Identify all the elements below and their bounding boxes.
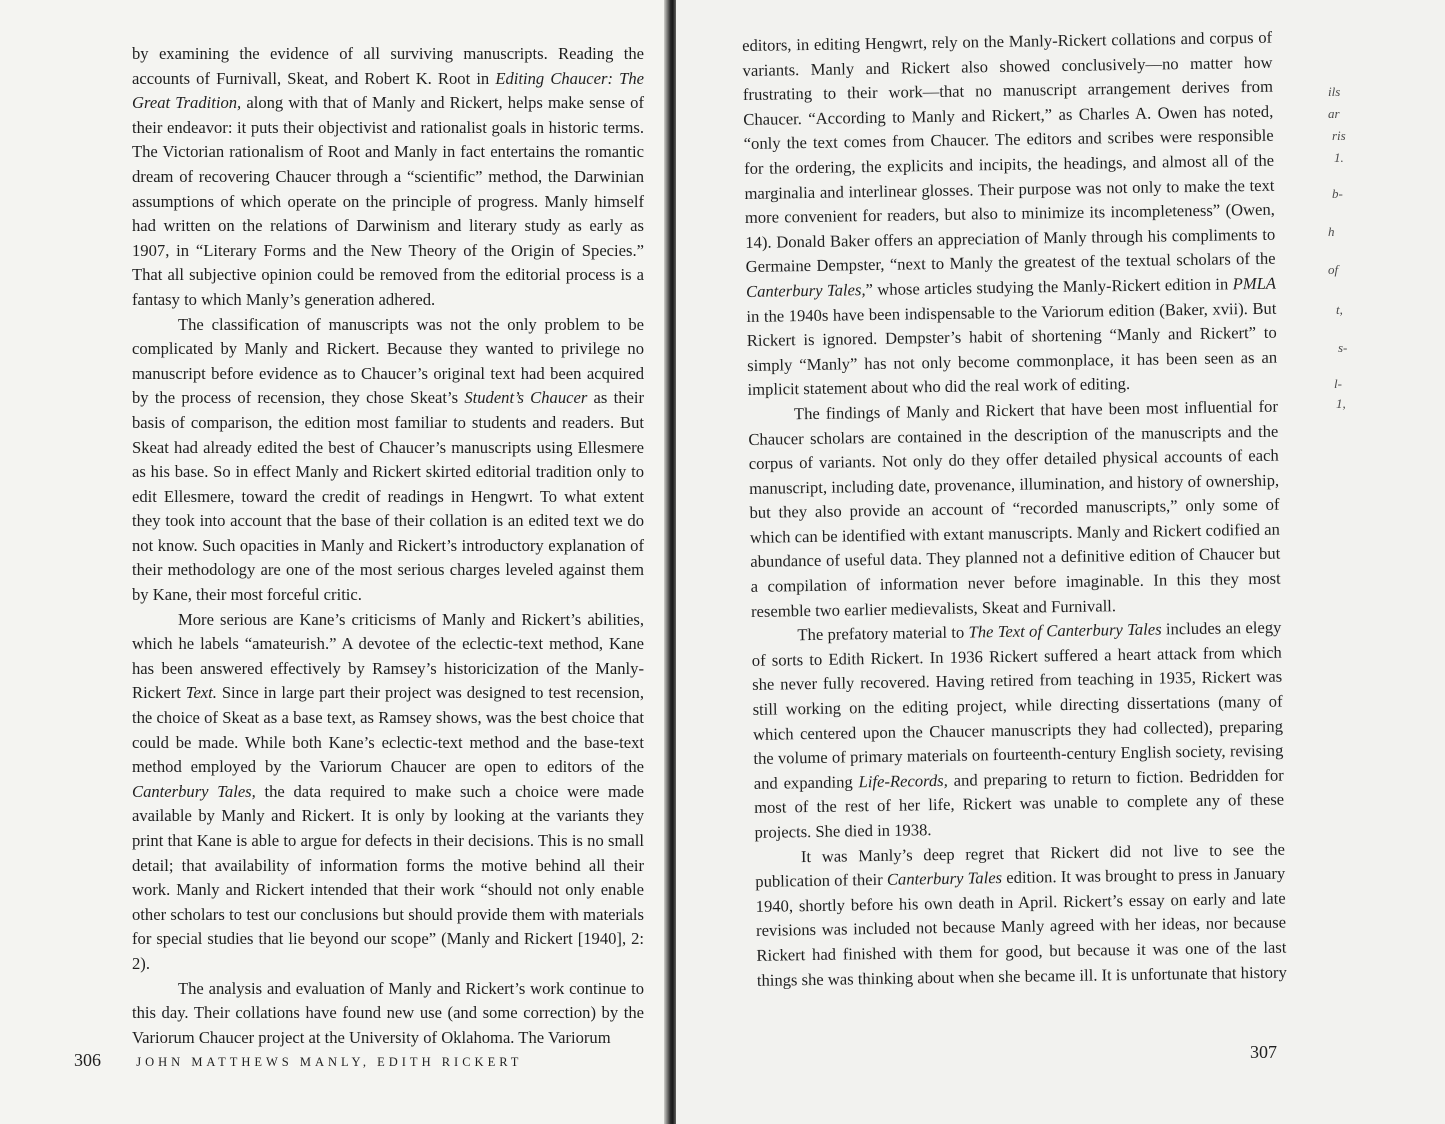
text-run: in the 1940s have been indispensable to the Variorum edition (Baker, xvii). But Rickert is ignored. Dempster’s habit of shortening “Manly and Rickert” to simply “Manly” has not only become commonplace, it has been seen as an implicit statement about who did the real work of editing. <box>746 298 1278 400</box>
page-number-left: 306 <box>74 1050 101 1070</box>
text-run: includes an elegy of sorts to Edith Rickert. In 1936 Rickert suffered a heart attack from which she never fully recovered. Having retired from teaching in 1935, Rickert was still working on the editing project, while directing dissertations (many of which centered upon the Chaucer manuscripts they had collected), preparing the volume of primary materials on fourteenth-century English society, revising and expanding <box>751 617 1284 793</box>
text-run: More serious are Kane’s criticisms of Manly and Rickert’s abilities, which he labels “amateurish.” A devotee of the eclectic-text method, Kane has been answered effectively by Ramsey’s historicization of the Manly-Rickert <box>132 609 644 703</box>
left-page-body <box>132 42 644 1050</box>
bleed-fragment: h <box>1328 224 1335 239</box>
left-page-paragraph <box>132 42 644 313</box>
right-page-paragraph <box>748 395 1281 625</box>
text-run: along with that of Manly and Rickert, helps make sense of their endeavor: it puts their objectivist and rationalist goals in historic terms. The Victorian rationalism of Root and Manly in fact entertains the romantic dream of recovering Chaucer through a “scientific” method, the Darwinian assumptions of which operate on the principle of progress. Manly himself had written on the relations of Darwinism and literary study as early as 1907, in “Literary Forms and the New Theory of the Origin of Species.” That all subjective opinion could be removed from the editorial process is a fantasy to which Manly’s generation adhered. <box>132 93 644 309</box>
italic-title: The Text of Canterbury Tales <box>968 619 1162 642</box>
text-run: It was Manly’s deep regret that Rickert did not live to see the publication of their <box>755 839 1286 892</box>
text-run: by examining the evidence of all surviving manuscripts. Reading the accounts of Furnivall, Skeat, and Robert K. Root in <box>132 44 644 88</box>
bleed-fragment: 1. <box>1334 150 1344 165</box>
left-page-paragraph <box>132 313 644 608</box>
right-page <box>676 0 1445 1124</box>
right-page-paragraph <box>751 616 1284 846</box>
text-run: Since in large part their project was designed to test recension, the choice of Skeat as a base text, as Ramsey shows, was the best choice that could be made. While both Kane’s eclectic-text method and the base-text method employed by the Variorum Chaucer are open to editors of the <box>132 683 644 777</box>
italic-title: PMLA <box>1232 273 1277 294</box>
page-number-right: 307 <box>1250 1042 1277 1062</box>
italic-title: Canterbury Tales <box>886 868 1003 890</box>
bleed-fragment: 1, <box>1336 396 1346 411</box>
text-run: and preparing to return to fiction. Bedridden for most of the rest of her life, Rickert was unable to complete any of these projects. She died in 1938. <box>754 765 1285 842</box>
text-run: the data required to make such a choice were made available by Manly and Rickert. It is only by looking at the variants they print that Kane is able to argue for defects in their decisions. This is no small detail; that availability of information forms the motive behind all their work. Manly and Rickert intended that their work “should not only enable other scholars to test our conclusions but should provide them with materials for special studies that lie beyond our scope” (Manly and Rickert [1940], 2: 2). <box>132 781 644 973</box>
text-run: The prefatory material to <box>797 622 969 645</box>
bleed-fragment: t, <box>1336 302 1343 317</box>
bleed-fragment: l- <box>1334 376 1342 391</box>
text-run: edition. It was brought to press in January 1940, shortly before his own death in April. Rickert’s essay on early and late revisions was included not because Manly agreed with her ideas, nor because Rickert had finished with them for good, but because it was one of the last things she was thinking about when she became ill. It is unfortunate that history <box>755 863 1287 990</box>
left-page <box>0 0 668 1124</box>
italic-title: Student’s Chaucer <box>464 388 588 408</box>
italic-title: Text. <box>185 683 217 703</box>
right-page-body <box>742 26 1287 993</box>
italic-title: Editing Chaucer: The Great Tradition, <box>132 68 644 113</box>
text-run: ” whose articles studying the Manly-Rickert edition in <box>865 274 1233 300</box>
italic-title: Life-Records, <box>858 770 948 792</box>
right-page-paragraph <box>755 837 1287 993</box>
italic-title: Canterbury Tales, <box>132 781 256 801</box>
text-run: editors, in editing Hengwrt, rely on the Manly-Rickert collations and corpus of variants. Manly and Rickert also showed conclusively—no matter how frustrating to their work—that no manuscript arrangement derives from Chaucer. “According to Manly and Rickert,” as Charles A. Owen has noted, “only the text comes from Chaucer. The editors and scribes were responsible for the ordering, the explicits and incipits, the headings, and almost all of the marginalia and interlinear glosses. Their purpose was not only to make the text more convenient for readers, but also to minimize its incompleteness” (Owen, 14). Donald Baker offers an appreciation of Manly through his compliments to Germaine Dempster, “next to Manly the greatest of the textual scholars of the <box>742 27 1276 277</box>
running-head: JOHN MATTHEWS MANLY, EDITH RICKERT <box>136 1055 523 1069</box>
italic-title: Canterbury Tales, <box>745 280 866 301</box>
left-page-paragraph <box>132 608 644 977</box>
text-run: The classification of manuscripts was not the only problem to be complicated by Manly and Rickert. Because they wanted to privilege no manuscript before evidence as to Chaucer’s original text had been acquired by the process of recension, they chose Skeat’s <box>132 314 644 408</box>
text-run: as their basis of comparison, the edition most familiar to students and readers. But Skeat had already edited the best of Chaucer’s manuscripts using Ellesmere as his base. So in effect Manly and Rickert skirted editorial tradition only to edit Ellesmere, toward the credit of readings in Hengwrt. To what extent they took into account that the base of their collation is an edited text we do not know. Such opacities in Manly and Rickert’s introductory explanation of their methodology are one of the most serious charges leveled against them by Kane, their most forceful critic. <box>132 388 645 605</box>
text-run: The findings of Manly and Rickert that have been most influential for Chaucer scholars are contained in the description of the manuscripts and the corpus of variants. Not only do they offer detailed physical accounts of each manuscript, including date, provenance, illumination, and history of ownership, but they also provide an account of “recorded manuscripts,” only some of which can be identified with extant manuscripts. Manly and Rickert codified an abundance of useful data. They planned not a definitive edition of Chaucer but a compilation of information never before imaginable. In this they most resemble two earlier medievalists, Skeat and Furnivall. <box>748 396 1281 621</box>
bleed-fragment: s- <box>1338 340 1348 355</box>
text-run: The analysis and evaluation of Manly and Rickert’s work continue to this day. Their collations have found new use (and some correction) by the Variorum Chaucer project at the University of Oklahoma. The Variorum <box>132 978 644 1047</box>
bleed-fragment: b- <box>1332 186 1343 201</box>
left-page-footer <box>74 1050 634 1071</box>
left-page-paragraph <box>132 977 644 1051</box>
right-page-paragraph <box>742 26 1278 403</box>
bleed-fragment: ils <box>1328 84 1341 99</box>
bleed-fragment: of <box>1328 262 1339 277</box>
bleed-fragment: ar <box>1328 106 1340 121</box>
bleed-fragment: ris <box>1332 128 1346 143</box>
